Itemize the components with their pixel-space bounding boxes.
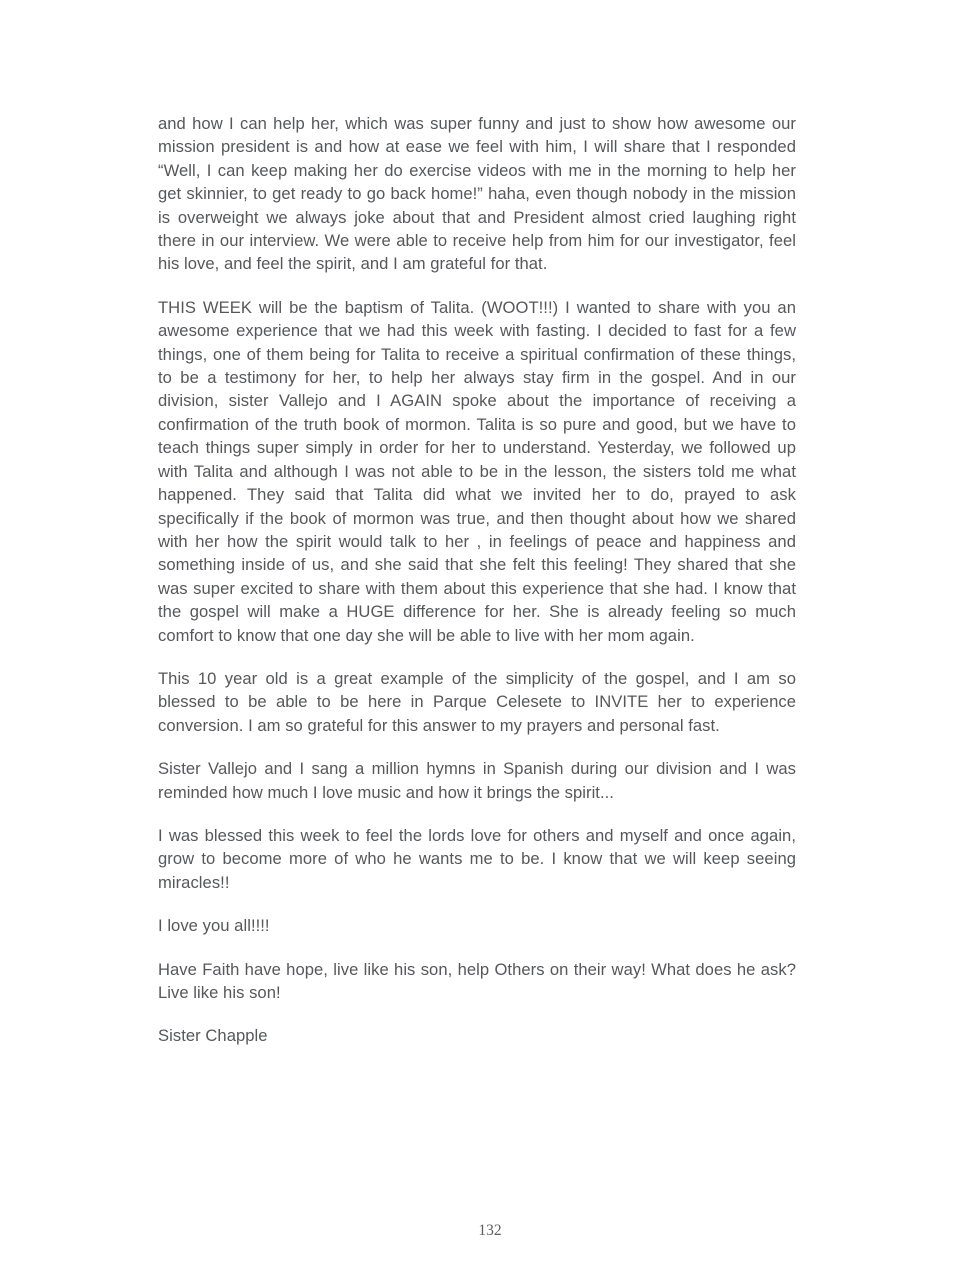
- page-number: 132: [478, 1222, 502, 1239]
- paragraph: Have Faith have hope, live like his son, help Others on their way! What does he ask? Live like his son!: [158, 959, 796, 1002]
- paragraph: This 10 year old is a great example of the simplicity of the gospel, and I am so blessed to be able to be here in Parque Celesete to INVITE her to experience conversion. I am so grateful for this answer to my prayers and personal fast.: [158, 668, 796, 735]
- paragraph: Sister Vallejo and I sang a million hymns in Spanish during our division and I was reminded how much I love music and how it brings the spirit...: [158, 759, 796, 802]
- paragraph: Sister Chapple: [158, 1026, 268, 1046]
- paragraph: THIS WEEK will be the baptism of Talita. (WOOT!!!) I wanted to share with you an awesome experience that we had this week with fasting. I decided to fast for a few things, one of them being for Talita to receive a spiritual confirmation of these things, to be a testimony for her, to help her always stay firm in the gospel. And in our division, sister Vallejo and I AGAIN spoke about the importance of receiving a confirmation of the truth book of mormon. Talita is so pure and good, but we have to teach things super simply in order for her to understand. Yesterday, we followed up with Talita and although I was not able to be in the lesson, the sisters told me what happened. They said that Talita did what we invited her to do, prayed to ask specifically if the book of mormon was true, and then thought about how we shared with her how the spirit would talk to her , in feelings of peace and happiness and something inside of us, and she said that she felt this feeling! They shared that she was super excited to share with them about this experience that she had. I know that the gospel will make a HUGE difference for her. She is already feeling so much comfort to know that one day she will be able to live with her mom again.: [158, 297, 796, 645]
- paragraph: and how I can help her, which was super funny and just to show how awesome our mission president is and how at ease we feel with him, I will share that I responded “Well, I can keep making her do exercise videos with me in the morning to help her get skinnier, to get ready to go back home!” haha, even though nobody in the mission is overweight we always joke about that and President almost cried laughing right there in our interview. We were able to receive help from him for our investigator, feel his love, and feel the spirit, and I am grateful for that.: [158, 114, 796, 274]
- paragraph: I was blessed this week to feel the lords love for others and myself and once again, grow to become more of who he wants me to be. I know that we will keep seeing miracles!!: [158, 825, 796, 892]
- paragraph: I love you all!!!!: [158, 916, 270, 936]
- letter-body: [158, 112, 796, 1068]
